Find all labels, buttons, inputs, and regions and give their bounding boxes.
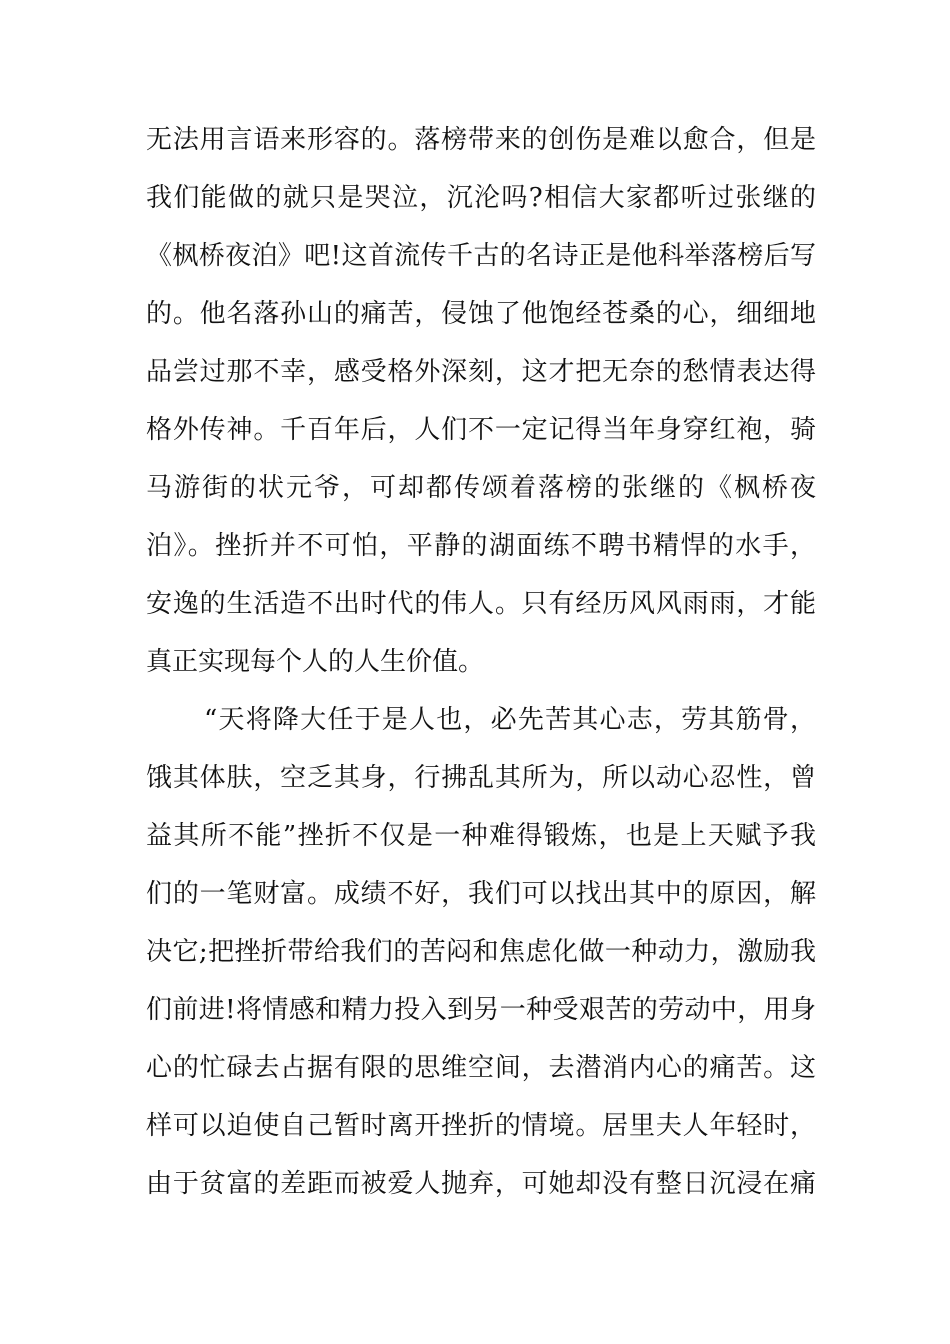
- text-line: 无法用言语来形容的。落榜带来的创伤是难以愈合，但是: [146, 125, 816, 155]
- text-line: 品尝过那不幸，感受格外深刻，这才把无奈的愁情表达得: [146, 357, 816, 387]
- text-line: 由于贫富的差距而被爱人抛弃，可她却没有整日沉浸在痛: [146, 1169, 816, 1199]
- text-line: 泊》。挫折并不可怕，平静的湖面练不聘书精悍的水手，: [146, 531, 816, 561]
- text-line: 的。他名落孙山的痛苦，侵蚀了他饱经苍桑的心，细细地: [146, 299, 816, 329]
- text-line: 我们能做的就只是哭泣，沉沦吗?相信大家都听过张继的: [146, 183, 816, 213]
- text-line: 饿其体肤，空乏其身，行拂乱其所为，所以动心忍性，曾: [146, 763, 816, 793]
- text-line: 《枫桥夜泊》吧!这首流传千古的名诗正是他科举落榜后写: [146, 241, 816, 271]
- text-line: 样可以迫使自己暂时离开挫折的情境。居里夫人年轻时，: [146, 1111, 816, 1141]
- text-line: “天将降大任于是人也，必先苦其心志，劳其筋骨，: [204, 705, 816, 735]
- text-line: 决它;把挫折带给我们的苦闷和焦虑化做一种动力，激励我: [146, 937, 816, 967]
- text-line: 安逸的生活造不出时代的伟人。只有经历风风雨雨，才能: [146, 589, 816, 619]
- text-line: 心的忙碌去占据有限的思维空间，去潜消内心的痛苦。这: [146, 1053, 816, 1083]
- text-line: 们前进!将情感和精力投入到另一种受艰苦的劳动中，用身: [146, 995, 816, 1025]
- text-line: 真正实现每个人的人生价值。: [146, 647, 485, 677]
- text-line: 格外传神。千百年后，人们不一定记得当年身穿红袍，骑: [146, 415, 816, 445]
- text-line: 益其所不能”挫折不仅是一种难得锻炼，也是上天赋予我: [146, 821, 816, 851]
- text-line: 们的一笔财富。成绩不好，我们可以找出其中的原因，解: [146, 879, 816, 909]
- text-line: 马游街的状元爷，可却都传颂着落榜的张继的《枫桥夜: [146, 473, 816, 503]
